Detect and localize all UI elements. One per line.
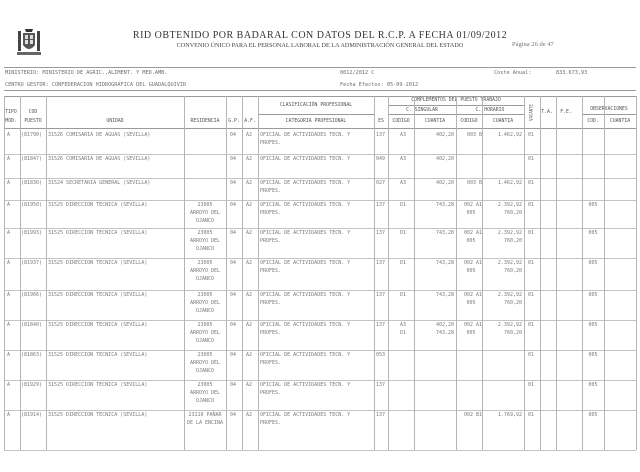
cell-cs-codigo: A3	[400, 180, 407, 186]
col-c-singular: C. SINGULAR	[406, 108, 438, 113]
cell-af: A2	[246, 322, 253, 328]
cell-unidad: 31525 DIRECCION TECNICA (SEVILLA)	[48, 322, 148, 328]
col-residencia: RESIDENCIA	[190, 119, 220, 124]
cell-gp: 04	[230, 412, 237, 418]
col-cod: COD	[28, 110, 38, 115]
cell-vacante: 01	[528, 292, 535, 298]
cell-vacante: 01	[528, 260, 535, 266]
cell-ch-cuantia: 760,20	[503, 300, 522, 306]
cell-categoria-2: PROFES.	[260, 210, 282, 216]
page-number: Página 26 de 47	[512, 41, 554, 48]
col-cuantia: CUANTIA	[424, 119, 446, 124]
cell-categoria: OFICIAL DE ACTIVIDADES TECN. Y	[260, 260, 351, 266]
cell-categoria-2: PROFES.	[260, 420, 282, 426]
cell-categoria: OFICIAL DE ACTIVIDADES TECN. Y	[260, 156, 351, 162]
cell-unidad: 31526 COMISARIA DE AGUAS (SEVILLA)	[48, 156, 151, 162]
cell-ch-codigo: 002 A1	[463, 202, 482, 208]
cell-af: A2	[246, 292, 253, 298]
cell-af: A2	[246, 230, 253, 236]
col-vacante: VACANTE	[528, 104, 534, 121]
col-ta: T.A.	[541, 110, 553, 115]
cell-ch-cuantia: 760,20	[503, 238, 522, 244]
cell-obs-cod: 005	[588, 292, 598, 298]
cell-es: 049	[376, 156, 386, 162]
cell-gp: 04	[230, 230, 237, 236]
col-codigo: CODIGO	[392, 119, 410, 124]
cell-es: 137	[376, 230, 386, 236]
cell-unidad: 31525 DIRECCION TECNICA (SEVILLA)	[48, 202, 148, 208]
cell-cod: (81840)	[21, 322, 43, 328]
cell-es: 137	[376, 202, 386, 208]
cell-vacante: 01	[528, 382, 535, 388]
cell-residencia-2: ARROYO DEL OJANCO	[189, 330, 221, 344]
cell-categoria-2: PROFES.	[260, 268, 282, 274]
cell-gp: 04	[230, 260, 237, 266]
cell-unidad: 31524 SECRETARIA GENERAL (SEVILLA)	[48, 180, 151, 186]
cell-vacante: 01	[528, 322, 535, 328]
report-code: 0012/2012 C	[340, 70, 375, 76]
cell-tipo: A	[7, 352, 11, 358]
cell-categoria-2: PROFES.	[260, 140, 282, 146]
cell-es: 053	[376, 352, 386, 358]
cell-categoria-2: PROFES.	[260, 390, 282, 396]
col-cuantia-2: CUANTIA	[492, 119, 514, 124]
cell-residencia-2: ARROYO DEL OJANCO	[189, 390, 221, 404]
cell-cod: (81847)	[21, 156, 43, 162]
cell-ch-codigo-2: 005	[466, 300, 476, 306]
col-tipo: TIPO	[5, 110, 17, 115]
cell-tipo: A	[7, 292, 11, 298]
cell-tipo: A	[7, 132, 11, 138]
cell-cs-cuantia: 743,28	[435, 330, 454, 336]
cell-es: 137	[376, 132, 386, 138]
col-obs-cuantia: CUANTIA	[609, 119, 631, 124]
cell-unidad: 31525 DIRECCION TECNICA (SEVILLA)	[48, 230, 148, 236]
cell-categoria-2: PROFES.	[260, 300, 282, 306]
cell-ch-codigo-2: 005	[466, 210, 476, 216]
cell-cod: (81950)	[21, 202, 43, 208]
cell-gp: 04	[230, 202, 237, 208]
cell-es: 137	[376, 260, 386, 266]
cell-cod: (81966)	[21, 292, 43, 298]
cell-ch-codigo: 002 B1	[463, 412, 482, 418]
centro-gestor: CENTRO GESTOR: CONFEDERACION HIDROGRAFICA DEL GUADALQUIVIR	[5, 82, 187, 88]
cell-residencia-2: ARROYO DEL OJANCO	[189, 300, 221, 314]
cell-vacante: 01	[528, 230, 535, 236]
cell-categoria-2: PROFES.	[260, 360, 282, 366]
cell-ch-cuantia: 2.392,92	[497, 202, 522, 208]
col-af: A.F.	[244, 119, 256, 124]
col-mod: MOD.	[5, 119, 17, 124]
cell-cs-codigo: D1	[400, 230, 407, 236]
fecha-efectos: Fecha Efectos: 05-09-2012	[340, 82, 419, 88]
cell-residencia-2: ARROYO DEL OJANCO	[189, 210, 221, 224]
cell-residencia-2: ARROYO DEL OJANCO	[189, 268, 221, 282]
cell-af: A2	[246, 202, 253, 208]
cell-unidad: 31525 DIRECCION TECNICA (SEVILLA)	[48, 412, 148, 418]
cell-residencia: 23005	[197, 352, 213, 358]
cell-categoria: OFICIAL DE ACTIVIDADES TECN. Y	[260, 352, 351, 358]
cell-gp: 04	[230, 292, 237, 298]
cell-categoria-2: PROFES.	[260, 238, 282, 244]
cell-categoria: OFICIAL DE ACTIVIDADES TECN. Y	[260, 132, 351, 138]
cell-vacante: 01	[528, 156, 535, 162]
cell-categoria: OFICIAL DE ACTIVIDADES TECN. Y	[260, 292, 351, 298]
cell-residencia: 23005	[197, 260, 213, 266]
cell-ch-cuantia: 760,20	[503, 330, 522, 336]
report-subtitle: CONVENIO ÚNICO PARA EL PERSONAL LABORAL DE LA ADMINISTRACIÓN GENERAL DEL ESTADO	[176, 42, 464, 49]
col-unidad: UNIDAD	[106, 119, 124, 124]
cell-vacante: 01	[528, 132, 535, 138]
cell-vacante: 01	[528, 412, 535, 418]
cell-af: A2	[246, 180, 253, 186]
cell-obs-cod: 005	[588, 352, 598, 358]
cell-residencia: 23005	[197, 382, 213, 388]
cell-af: A2	[246, 132, 253, 138]
cell-ch-cuantia: 2.392,92	[497, 230, 522, 236]
cell-vacante: 01	[528, 202, 535, 208]
cell-unidad: 31526 COMISARIA DE AGUAS (SEVILLA)	[48, 132, 151, 138]
cell-unidad: 31525 DIRECCION TECNICA (SEVILLA)	[48, 292, 148, 298]
cell-categoria: OFICIAL DE ACTIVIDADES TECN. Y	[260, 180, 351, 186]
cell-cs-codigo: A3	[400, 156, 407, 162]
cell-ch-cuantia: 2.392,92	[497, 322, 522, 328]
cell-cs-codigo: D1	[400, 330, 407, 336]
cell-obs-cod: 005	[588, 202, 598, 208]
cell-es: 137	[376, 322, 386, 328]
cell-cod: (81914)	[21, 412, 43, 418]
cell-ch-codigo-2: 005	[466, 268, 476, 274]
cell-residencia-2: DE LA ENCINA	[186, 420, 224, 426]
cell-ch-cuantia: 760,20	[503, 210, 522, 216]
cell-ch-codigo: 002 A1	[463, 260, 482, 266]
cell-af: A2	[246, 156, 253, 162]
cell-cs-cuantia: 402,20	[435, 132, 454, 138]
col-es: ES	[378, 119, 384, 124]
cell-tipo: A	[7, 156, 11, 162]
cell-ch-cuantia: 1.462,92	[497, 132, 522, 138]
cell-vacante: 01	[528, 180, 535, 186]
col-codigo-2: CODIGO	[460, 119, 478, 124]
cell-cs-cuantia: 743,28	[435, 260, 454, 266]
col-observaciones: OBSERVACIONES	[590, 107, 628, 112]
cell-obs-cod: 005	[588, 412, 598, 418]
coste-value: 833.673,93	[556, 70, 588, 76]
col-clasificacion: CLASIFICACIÓN PROFESIONAL	[279, 103, 353, 108]
col-c-horario: C. HORARIO	[475, 108, 505, 113]
col-complementos: COMPLEMENTOS DEL PUESTO TRABAJO	[411, 98, 501, 103]
cell-cs-cuantia: 743,28	[435, 230, 454, 236]
cell-es: 137	[376, 382, 386, 388]
cell-ch-codigo-2: 005	[466, 330, 476, 336]
cell-cod: (81790)	[21, 132, 43, 138]
report-title: RID OBTENIDO POR BADARAL CON DATOS DEL R.C.P. A FECHA 01/09/2012	[132, 30, 508, 41]
cell-categoria: OFICIAL DE ACTIVIDADES TECN. Y	[260, 382, 351, 388]
col-gp: G.P.	[228, 119, 240, 124]
cell-gp: 04	[230, 352, 237, 358]
cell-cs-cuantia: 402,20	[435, 322, 454, 328]
cell-unidad: 31525 DIRECCION TECNICA (SEVILLA)	[48, 260, 148, 266]
cell-ch-codigo: 003 B	[466, 132, 482, 138]
cell-categoria-2: PROFES.	[260, 188, 282, 194]
cell-cs-cuantia: 402,20	[435, 156, 454, 162]
cell-cs-codigo: A3	[400, 132, 407, 138]
cell-residencia: 23005	[197, 292, 213, 298]
cell-tipo: A	[7, 230, 11, 236]
cell-af: A2	[246, 260, 253, 266]
cell-categoria: OFICIAL DE ACTIVIDADES TECN. Y	[260, 412, 351, 418]
cell-residencia-2: ARROYO DEL OJANCO	[189, 360, 221, 374]
ministerio-label: MINISTERIO: MINISTERIO DE AGRIC.,ALIMENT. Y MED.AMB.	[5, 70, 168, 76]
cell-obs-cod: 005	[588, 382, 598, 388]
cell-ch-codigo-2: 005	[466, 238, 476, 244]
cell-af: A2	[246, 352, 253, 358]
cell-cod: (81830)	[21, 180, 43, 186]
cell-ch-cuantia: 2.392,92	[497, 260, 522, 266]
cell-gp: 04	[230, 322, 237, 328]
cell-af: A2	[246, 382, 253, 388]
cell-categoria-2: PROFES.	[260, 330, 282, 336]
cell-cs-cuantia: 743,28	[435, 292, 454, 298]
cell-tipo: A	[7, 412, 11, 418]
cell-cs-cuantia: 743,28	[435, 202, 454, 208]
cell-tipo: A	[7, 260, 11, 266]
cell-ch-codigo: 002 A1	[463, 322, 482, 328]
cell-categoria: OFICIAL DE ACTIVIDADES TECN. Y	[260, 230, 351, 236]
cell-es: 137	[376, 412, 386, 418]
cell-ch-codigo: 002 A1	[463, 230, 482, 236]
cell-cod: (81993)	[21, 230, 43, 236]
cell-cod: (81937)	[21, 260, 43, 266]
cell-es: 137	[376, 292, 386, 298]
cell-gp: 04	[230, 180, 237, 186]
cell-residencia: 23005	[197, 202, 213, 208]
cell-residencia: 23005	[197, 230, 213, 236]
cell-ch-codigo: 002 A1	[463, 292, 482, 298]
cell-gp: 04	[230, 156, 237, 162]
cell-obs-cod: 005	[588, 260, 598, 266]
cell-unidad: 31525 DIRECCION TECNICA (SEVILLA)	[48, 352, 148, 358]
cell-obs-cod: 005	[588, 322, 598, 328]
col-puesto: PUESTO	[24, 119, 42, 124]
cell-ch-cuantia: 760,20	[503, 268, 522, 274]
cell-tipo: A	[7, 180, 11, 186]
cell-tipo: A	[7, 322, 11, 328]
cell-cod: (81929)	[21, 382, 43, 388]
cell-ch-cuantia: 1.462,92	[497, 180, 522, 186]
cell-categoria: OFICIAL DE ACTIVIDADES TECN. Y	[260, 322, 351, 328]
cell-ch-cuantia: 1.769,92	[497, 412, 522, 418]
cell-ch-codigo: 003 B	[466, 180, 482, 186]
cell-cs-codigo: D1	[400, 292, 407, 298]
cell-tipo: A	[7, 382, 11, 388]
cell-categoria: OFICIAL DE ACTIVIDADES TECN. Y	[260, 202, 351, 208]
coste-label: Coste Anual:	[494, 70, 532, 76]
cell-tipo: A	[7, 202, 11, 208]
col-obs-cod: COD.	[587, 119, 599, 124]
cell-cs-cuantia: 402,20	[435, 180, 454, 186]
cell-residencia: 23110 PAÑAR	[188, 412, 222, 418]
col-fe: F.E.	[560, 110, 572, 115]
col-categoria: CATEGORIA PROFESIONAL	[285, 119, 347, 124]
cell-unidad: 31525 DIRECCION TECNICA (SEVILLA)	[48, 382, 148, 388]
cell-vacante: 01	[528, 352, 535, 358]
cell-cod: (81863)	[21, 352, 43, 358]
cell-residencia: 23005	[197, 322, 213, 328]
cell-ch-cuantia: 2.392,92	[497, 292, 522, 298]
cell-af: A2	[246, 412, 253, 418]
cell-es: 027	[376, 180, 386, 186]
cell-residencia-2: ARROYO DEL OJANCO	[189, 238, 221, 252]
cell-gp: 04	[230, 132, 237, 138]
cell-cs-codigo: D1	[400, 260, 407, 266]
cell-obs-cod: 005	[588, 230, 598, 236]
cell-gp: 04	[230, 382, 237, 388]
cell-cs-codigo: D1	[400, 202, 407, 208]
cell-cs-codigo: A3	[400, 322, 407, 328]
